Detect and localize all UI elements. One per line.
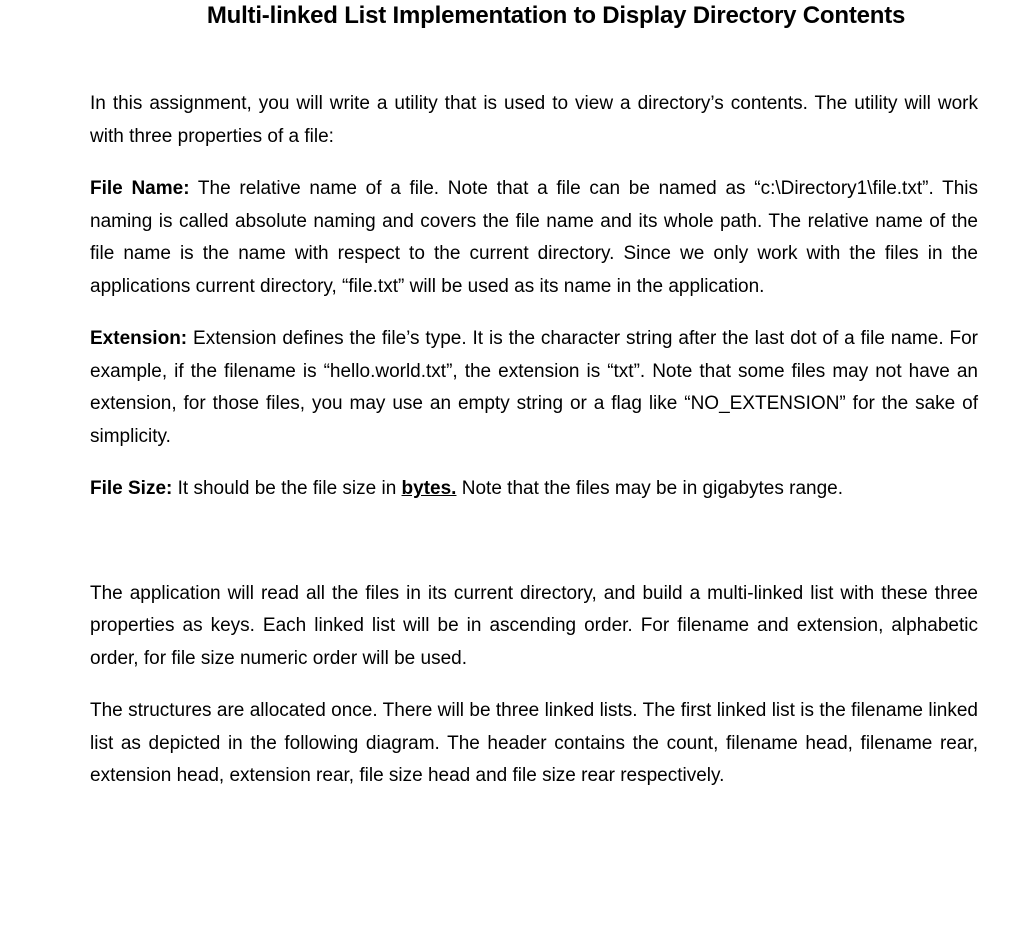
- extension-paragraph: [90, 323, 978, 453]
- build-paragraph: The application will read all the files in its current directory, and build a multi-linked list with these three properties as keys. Each linked list will be in ascending order. For filename and extension, alphabetic order, for file size numeric order will be used.: [90, 582, 978, 669]
- file-size-label: File Size:: [90, 478, 173, 499]
- bytes-emphasis: bytes.: [401, 478, 457, 499]
- document-title: Multi-linked List Implementation to Display Directory Contents: [206, 2, 906, 29]
- file-name-paragraph: [90, 173, 978, 303]
- file-size-paragraph: [90, 473, 978, 506]
- intro-paragraph: In this assignment, you will write a utility that is used to view a directory’s contents. The utility will work with three properties of a file:: [90, 93, 978, 147]
- extension-text: Extension defines the file’s type. It is the character string after the last dot of a file name. For example, if the filename is “hello.world.txt”, the extension is “txt”. Note that some files may not have an extension, for those files, you may use an empty string or a flag like “NO_EXTENSION” for the sake of simplicity.: [90, 328, 978, 447]
- file-name-text: The relative name of a file. Note that a file can be named as “c:\Directory1\file.txt”. This naming is called absolute naming and covers the file name and its whole path. The relative name of the file name is the name with respect to the current directory. Since we only work with the files in the applications current directory, “file.txt” will be used as its name in the application.: [90, 178, 978, 297]
- file-size-text-after: Note that the files may be in gigabytes range.: [456, 478, 844, 499]
- document-body: [90, 88, 978, 793]
- file-name-label: File Name:: [90, 178, 190, 199]
- file-size-text-before: It should be the file size in: [172, 478, 402, 499]
- structures-paragraph: The structures are allocated once. There will be three linked lists. The first linked list is the filename linked list as depicted in the following diagram. The header contains the count, filename head, filename rear, extension head, extension rear, file size head and file size rear respectively.: [90, 700, 978, 786]
- extension-label: Extension:: [90, 328, 188, 349]
